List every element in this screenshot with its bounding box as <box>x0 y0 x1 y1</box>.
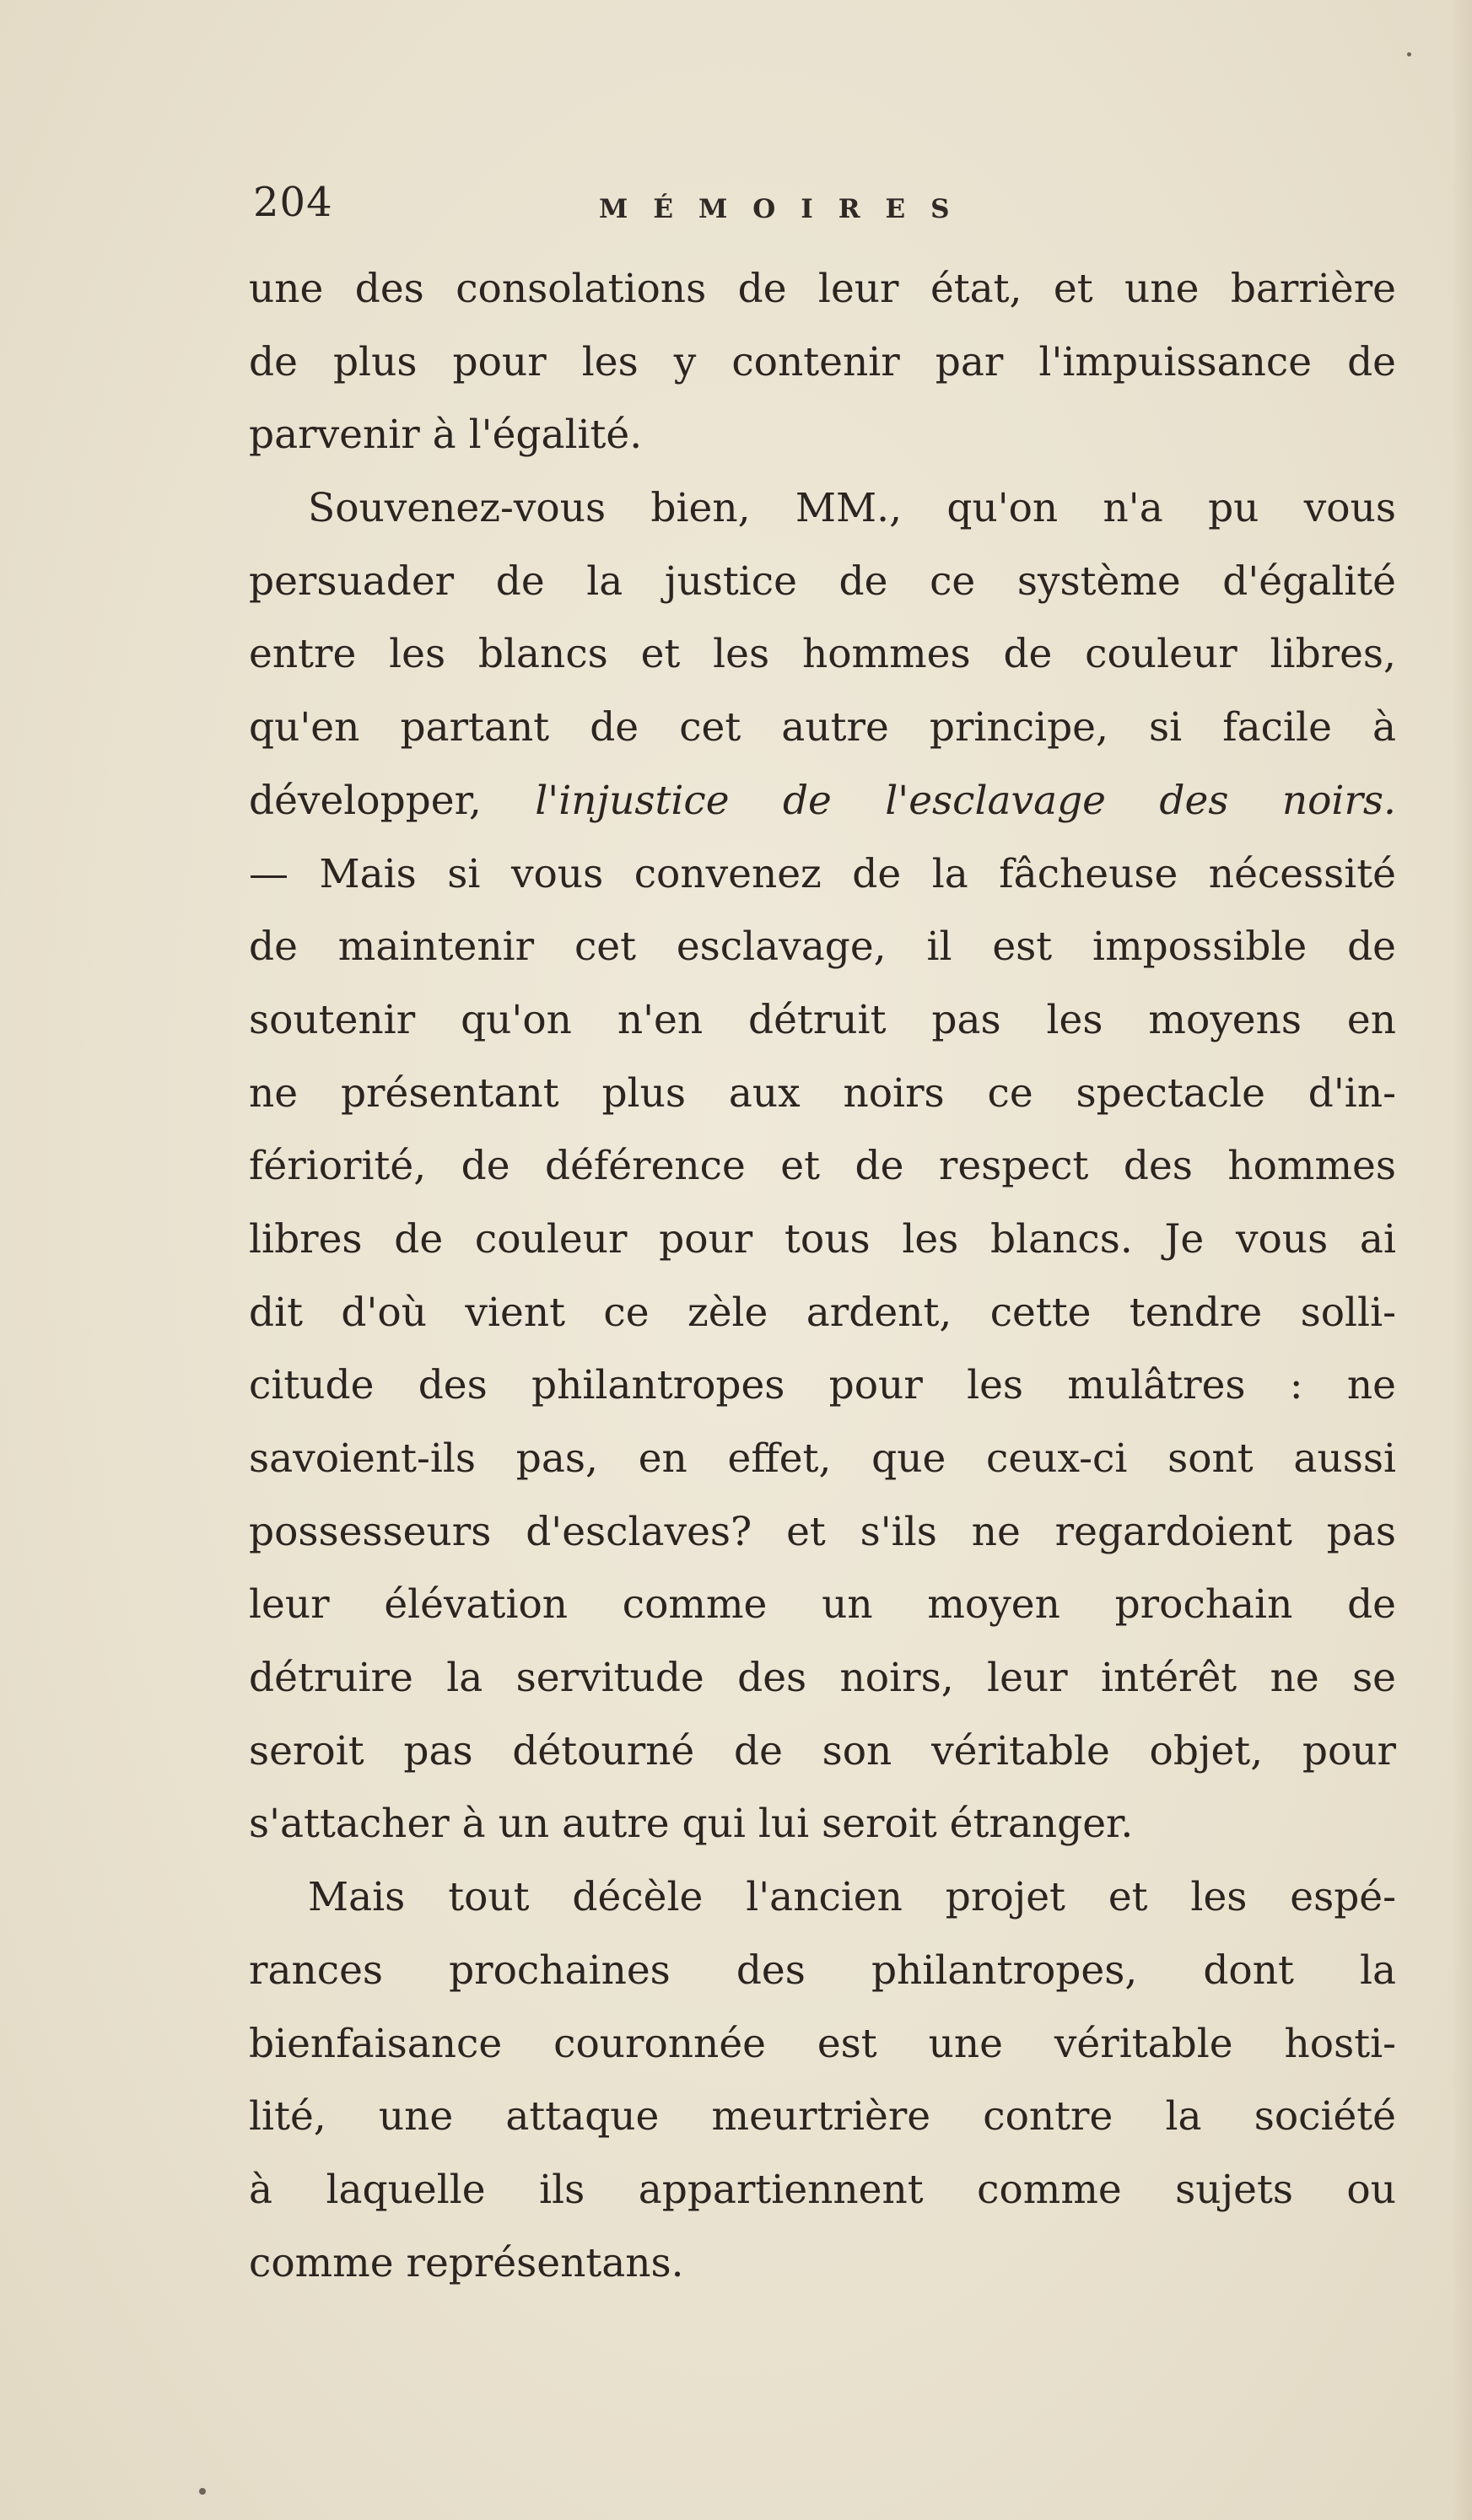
text-line-15: dit d'où vient ce zèle ardent, cette tendre solli- <box>249 1289 1396 1336</box>
running-title: MÉMOIRES <box>599 194 975 224</box>
text-line-6: entre les blancs et les hommes de couleur libres, <box>249 631 1396 678</box>
text-line-22: s'attacher à un autre qui lui seroit étranger. <box>249 1801 1134 1848</box>
text-line-2: de plus pour les y contenir par l'impuissance de <box>249 338 1396 385</box>
text-line-12: ne présentant plus aux noirs ce spectacle d'in- <box>249 1069 1396 1117</box>
text-line-19: leur élévation comme un moyen prochain de <box>249 1581 1396 1629</box>
text-line-1: une des consolations de leur état, et une barrière <box>249 266 1396 312</box>
text-line-17: savoient-ils pas, en effet, que ceux-ci sont aussi <box>249 1435 1396 1482</box>
text-line-21: seroit pas détourné de son véritable objet, pour <box>249 1727 1396 1774</box>
text-line-25: bienfaisance couronnée est une véritable hosti- <box>249 2020 1396 2067</box>
body-text <box>249 253 1396 2300</box>
text-line-9: — Mais si vous convenez de la fâcheuse nécessité <box>249 850 1396 897</box>
text-line-11: soutenir qu'on n'en détruit pas les moyens en <box>249 996 1396 1043</box>
page-header <box>253 179 1400 246</box>
text-line-18: possesseurs d'esclaves? et s'ils ne regardoient pas <box>249 1508 1396 1555</box>
paper-speck <box>199 2488 206 2495</box>
paper-speck <box>1407 52 1411 57</box>
text-line-14: libres de couleur pour tous les blancs. Je vous ai <box>249 1215 1396 1263</box>
italic-phrase: l'injustice de l'esclavage des noirs. <box>535 777 1396 824</box>
text-line-10: de maintenir cet esclavage, il est impossible de <box>249 923 1396 971</box>
text-line-8 <box>249 765 1396 838</box>
page-number: 204 <box>253 179 333 226</box>
text-line-8-start: développer, <box>249 777 536 824</box>
text-line-13: fériorité, de déférence et de respect des hommes <box>249 1143 1396 1190</box>
text-line-4: Souvenez-vous bien, MM., qu'on n'a pu vous <box>308 485 1396 532</box>
text-line-20: détruire la servitude des noirs, leur intérêt ne se <box>249 1655 1396 1702</box>
text-line-16: citude des philantropes pour les mulâtres : ne <box>249 1362 1396 1409</box>
text-line-24: rances prochaines des philantropes, dont la <box>249 1947 1396 1994</box>
text-line-27: à laquelle ils appartiennent comme sujets ou <box>249 2166 1396 2213</box>
text-line-23: Mais tout décèle l'ancien projet et les espé- <box>308 1874 1396 1921</box>
text-line-3: parvenir à l'égalité. <box>249 412 643 459</box>
text-line-5: persuader de la justice de ce système d'égalité <box>249 557 1396 605</box>
page-edge-shadow <box>1452 0 1472 2520</box>
text-line-28: comme représentans. <box>249 2239 684 2286</box>
text-line-26: lité, une attaque meurtrière contre la société <box>249 2093 1396 2140</box>
text-line-7: qu'en partant de cet autre principe, si facile à <box>249 704 1396 751</box>
